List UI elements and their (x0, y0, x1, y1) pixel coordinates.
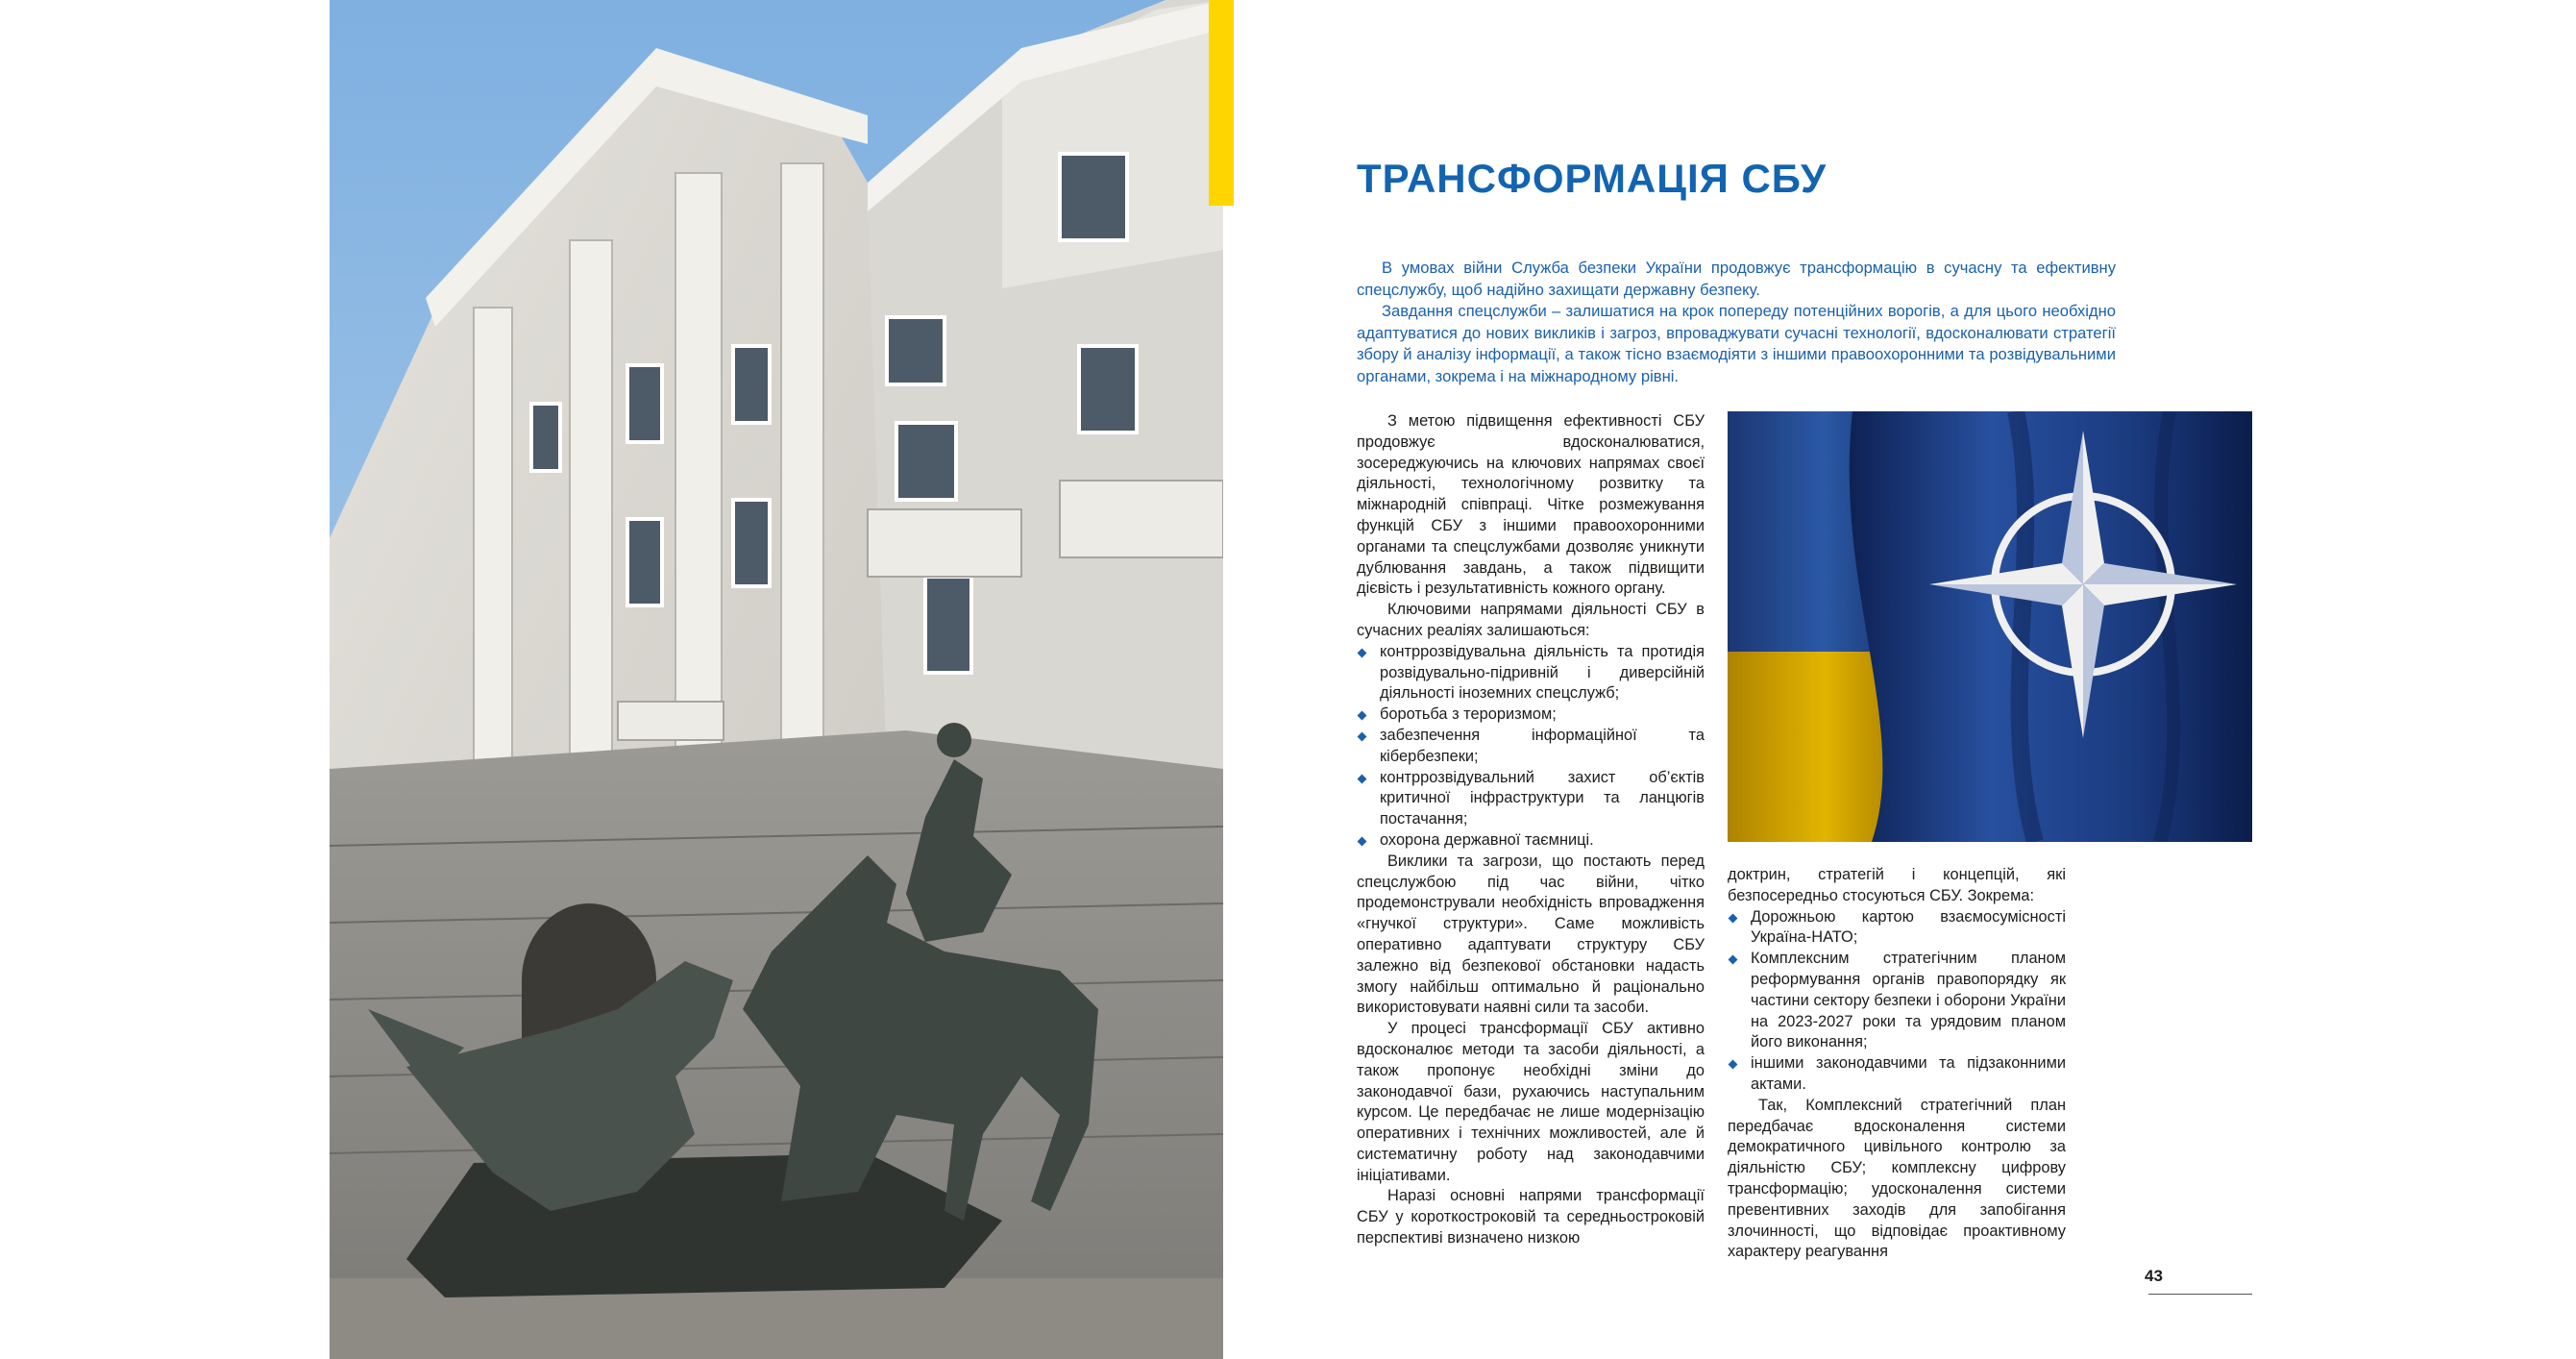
page-number: 43 (2145, 1267, 2163, 1285)
body-paragraph: У процесі трансформації СБУ активно вдосконалює методи та засоби діяльності, а також пропонує необхідні зміни до законодавчої бази, рухаючись наступальним курсом. Це передбачає не лише модернізацію оперативних і технічних можливостей, але й систематичну роботу над законодавчими ініціативами. (1357, 1020, 1705, 1184)
list-item: боротьба з тероризмом; (1357, 704, 1705, 726)
page-title: ТРАНСФОРМАЦІЯ СБУ (1357, 156, 1828, 201)
sbu-building-photo (330, 0, 1223, 1359)
body-paragraph: З метою підвищення ефективності СБУ продовжує вдосконалюватися, зосереджуючись на ключових напрямах своєї діяльності, технологічному розвитку та міжнародній співпраці. Чітке розмежування функцій СБУ з іншими правоохоронними органами та спецслужбами дозволяє уникнути дублювання завдань, а також підвищити дієвість і результативність кожного органу. (1357, 412, 1705, 598)
list-item: контррозвідувальний захист об’єктів критичної інфраструктури та ланцюгів постачання; (1357, 768, 1705, 830)
documents-list (1728, 907, 2066, 1096)
list-item: іншими законодавчими та підзаконними актами. (1728, 1053, 2066, 1096)
list-item: контррозвідувальна діяльність та протидія розвідувально-підривній і диверсійній діяльності іноземних спецслужб; (1357, 642, 1705, 704)
priority-list (1357, 642, 1705, 852)
body-paragraph: Так, Комплексний стратегічний план передбачає вдосконалення системи демократичного цивільного контролю за діяльністю СБУ; комплексну цифрову трансформацію; удосконалення системи превентивних заходів для запобігання злочинності, що відповідає проактивному характеру реагування (1728, 1096, 2066, 1261)
lead-paragraph: Завдання спецслужби – залишатися на крок попереду потенційних ворогів, а для цього необхідно адаптуватися до нових викликів і загроз, впроваджувати сучасні технології, вдосконалювати стратегії збору й аналізу інформації, а також тісно взаємодіяти з іншими правоохоронними та розвідувальними органами, зокрема і на міжнародному рівні. (1357, 302, 2116, 385)
body-paragraph: доктрин, стратегій і концепцій, які безпосередньо стосуються СБУ. Зокрема: (1728, 866, 2066, 904)
accent-bar (1209, 0, 1234, 206)
text-column-left (1357, 411, 1705, 1249)
list-item: забезпечення інформаційної та кібербезпеки; (1357, 726, 1705, 768)
body-paragraph: Ключовими напрямами діяльності СБУ в сучасних реаліях залишаються: (1357, 601, 1705, 639)
lead-intro (1357, 258, 2116, 387)
text-column-right (1728, 865, 2066, 1263)
list-item: Комплексним стратегічним планом реформування органів правопорядку як частини сектору безпеки і оборони України на 2023-2027 роки та урядовим планом його виконання; (1728, 949, 2066, 1053)
nato-flags-photo (1728, 411, 2252, 842)
body-paragraph: Наразі основні напрями трансформації СБУ у короткостроковій та середньостроковій перспективі визначено низкою (1357, 1187, 1705, 1248)
lead-paragraph: В умовах війни Служба безпеки України продовжує трансформацію в сучасну та ефективну спецслужбу, щоб надійно захищати державну безпеку. (1357, 259, 2116, 299)
body-paragraph: Виклики та загрози, що постають перед спецслужбою під час війни, чітко продемонстрували необхідність впровадження «гнучкої структури». Саме можливість оперативно адаптувати структуру СБУ залежно від безпекової обстановки надасть змогу найбільш оптимально й раціонально використовувати наявні сили та засоби. (1357, 852, 1705, 1017)
list-item: охорона державної таємниці. (1357, 830, 1705, 852)
list-item: Дорожньою картою взаємосумісності Україна-НАТО; (1728, 907, 2066, 950)
page-number-rule (2148, 1294, 2252, 1295)
